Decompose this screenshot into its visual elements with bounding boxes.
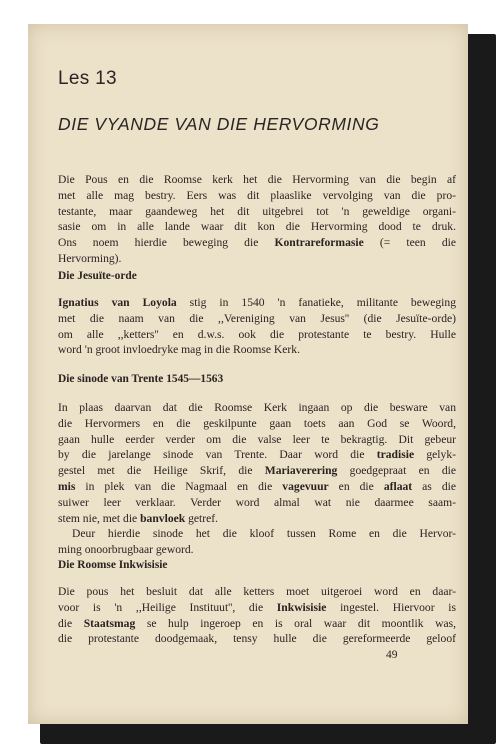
trent-paragraph xyxy=(58,400,456,558)
text-line xyxy=(58,526,456,542)
text-run: stig in 1540 'n fanatieke, militante beweging xyxy=(176,296,456,309)
page-title: DIE VYANDE VAN DIE HERVORMING xyxy=(58,114,380,134)
text-run: goedgepraat en die xyxy=(337,464,457,478)
section-heading-trent: Die sinode van Trente 1545—1563 xyxy=(58,373,224,385)
section-heading-inquisition: Die Roomse Inkwisisie xyxy=(58,559,168,571)
text-line xyxy=(58,416,456,432)
text-run: in plek van die Nagmaal en die xyxy=(75,479,283,493)
text-line xyxy=(58,172,456,188)
text-run: met alle mag bestry. Eers was dit plaaslike vervolging van die pro- xyxy=(58,188,456,202)
text-run: word 'n groot invloedryke mag in die Roomse Kerk. xyxy=(58,343,300,357)
text-run: testante, maar gaandeweg het dit uitgebrei tot 'n geweldige organi- xyxy=(58,204,456,218)
text-run: die protestante doodgemaak, tensy hulle die gereformeerde geloof xyxy=(58,632,456,646)
text-line xyxy=(58,463,456,479)
page-number: 49 xyxy=(386,649,398,661)
inquisition-paragraph xyxy=(58,584,456,647)
text-run: ming onoorbrugbaar geword. xyxy=(58,543,194,557)
text-line xyxy=(58,311,456,327)
text-line xyxy=(58,219,456,235)
jesuits-paragraph xyxy=(58,295,456,358)
text-line xyxy=(58,616,456,632)
text-line xyxy=(58,188,456,204)
text-run: ingestel. Hiervoor is xyxy=(326,600,456,614)
text-run: by die jarelange sinode van Trente. Daar word die xyxy=(58,448,377,462)
text-line xyxy=(58,432,456,448)
bold-term: banvloek xyxy=(140,511,186,525)
text-line xyxy=(58,511,456,527)
bold-term: Kontrareformasie xyxy=(274,236,364,250)
text-run: gestel met die Heilige Skrif, die xyxy=(58,464,265,478)
text-line xyxy=(58,342,456,358)
text-run: om alle ,,ketters'' en d.w.s. ook die protestante te bestry. Hulle xyxy=(58,327,456,341)
bold-term: aflaat xyxy=(383,479,413,493)
text-run: Hervorming). xyxy=(58,251,122,265)
bold-term: mis xyxy=(58,479,76,493)
text-run: gaan hulle eerder verder om die valse leer te bekragtig. Dit gebeur xyxy=(58,432,456,446)
text-run: Die pous het besluit dat alle ketters moet uitgeroei word en daar- xyxy=(58,585,456,598)
book-page xyxy=(28,24,468,724)
text-run: Deur hierdie sinode het die kloof tussen Rome en die Hervor- xyxy=(72,527,456,541)
text-line xyxy=(58,204,456,220)
text-run: (= teen die xyxy=(363,236,456,250)
text-line xyxy=(58,400,456,416)
lesson-label: Les 13 xyxy=(58,68,117,89)
text-run: getref. xyxy=(185,511,219,525)
text-run: se hulp ingeroep en is oral waar dit moontlik was, xyxy=(135,616,457,630)
text-run: gelyk- xyxy=(414,448,456,462)
text-line xyxy=(58,584,456,600)
section-heading-jesuits: Die Jesuïte-orde xyxy=(58,270,137,282)
text-line xyxy=(58,327,456,343)
text-line xyxy=(58,631,456,647)
text-run: sasie om in alle lande waar dit kon die Hervorming dood te druk. xyxy=(58,220,456,234)
text-run: In plaas daarvan dat die Roomse Kerk ingaan op die besware van xyxy=(58,401,456,414)
text-line xyxy=(58,251,456,267)
text-line xyxy=(58,495,456,511)
text-line xyxy=(58,479,456,495)
bold-term: Inkwisisie xyxy=(276,600,327,614)
text-run: stem nie, met die xyxy=(58,511,141,525)
bold-term: vagevuur xyxy=(282,479,329,493)
bold-term: tradisie xyxy=(376,448,415,462)
text-line xyxy=(58,542,456,558)
bold-term: Staatsmag xyxy=(83,616,136,630)
text-run: Ons noem hierdie beweging die xyxy=(58,236,275,250)
bold-term: Mariaverering xyxy=(264,464,338,478)
intro-paragraph xyxy=(58,172,456,267)
text-run: die xyxy=(58,616,84,630)
text-run: met die naam van die ,,Vereniging van Jesus'' (die Jesuïte-orde) xyxy=(58,311,456,325)
text-line xyxy=(58,447,456,463)
text-line xyxy=(58,235,456,251)
text-run: Die Pous en die Roomse kerk het die Hervorming van die begin af xyxy=(58,173,456,186)
text-run: voor is 'n ,,Heilige Instituut'', die xyxy=(58,600,277,614)
text-line xyxy=(58,295,456,311)
text-run: suiwer leer verklaar. Verder word almal wat nie daarmee saam- xyxy=(58,495,456,509)
text-run: die Hervormers en die geskilpunte gaan toets aan God se Woord, xyxy=(58,416,456,430)
text-line xyxy=(58,600,456,616)
text-run: en die xyxy=(328,479,384,493)
bold-term: Ignatius van Loyola xyxy=(58,296,177,309)
text-run: as die xyxy=(412,479,456,493)
